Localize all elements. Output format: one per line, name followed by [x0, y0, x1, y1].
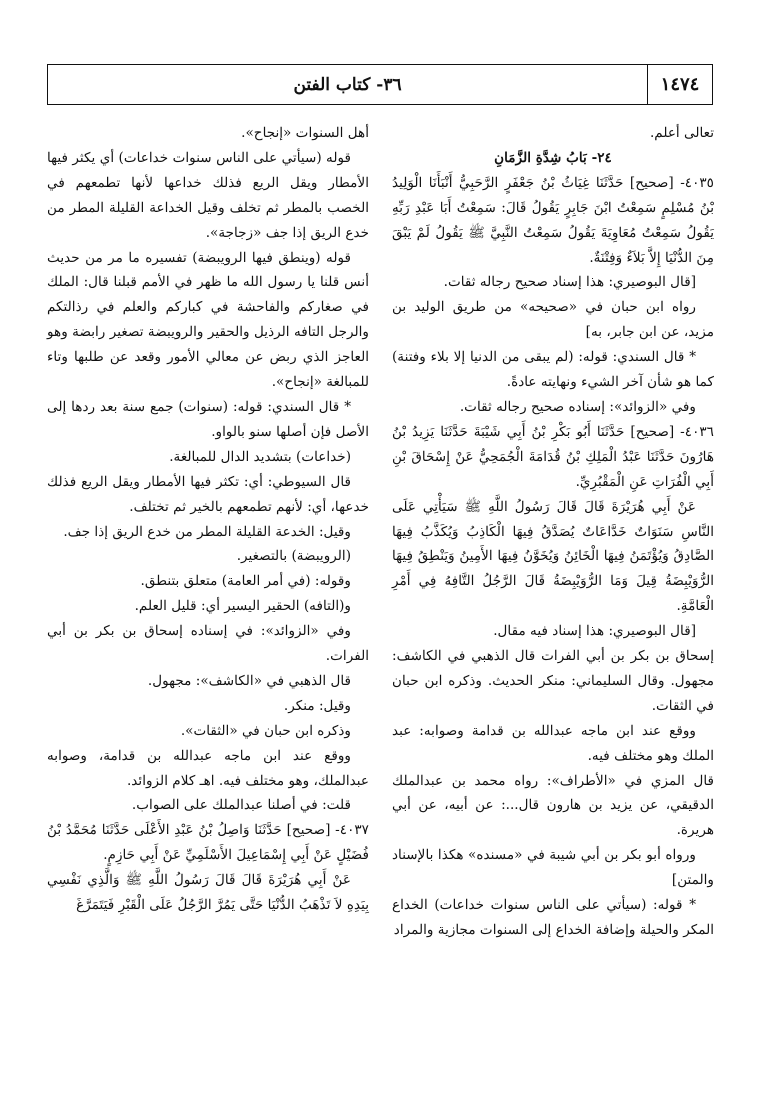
- paragraph: قلت: في أصلنا عبدالملك على الصواب.: [131, 797, 351, 814]
- paragraph: رواه ابن حبان في «صحيحه» من طريق الوليد بن مزيد، عن ابن جابر، به]: [392, 299, 714, 341]
- paragraph: وفي «الزوائد»: إسناده صحيح رجاله ثقات.: [459, 398, 696, 415]
- paragraph: (خداعات) بتشديد الدال للمبالغة.: [169, 448, 351, 465]
- paragraph: [قال البوصيري: هذا إسناد صحيح رجاله ثقات.: [443, 274, 696, 291]
- paragraph: قال السيوطي: أي: تكثر فيها الأمطار ويقل الريع فذلك خدعها، أي: لأنهم تطمعهم بالخير ثم تختلف.: [47, 473, 369, 515]
- paragraph: * قوله: (سيأتي على الناس سنوات خداعات) الخداع المكر والحيلة وإضافة الخداع إلى السنوات مجازية والمراد: [392, 897, 714, 938]
- paragraph: ووقع عند ابن ماجه عبدالله بن قدامة، وصوابه عبدالملك، وهو مختلف فيه. اهـ كلام الزوائد.: [47, 747, 369, 789]
- paragraph: وقوله: (في أمر العامة) متعلق بتنطق.: [140, 573, 351, 590]
- hadith-text: عَنْ أَبِي هُرَيْرَةَ قَالَ قَالَ رَسُولُ اللَّهِ ﷺ سَيَأْتِي عَلَى النَّاسِ سَنَوَاتٌ خَدَّاعَاتٌ يُصَدَّقُ فِيهَا الْكَاذِبُ وَيُكَذَّبُ فِيهَا الصَّادِقُ وَيُؤْتَمَنُ فِيهَا الْخَائِنُ وَيُخَوَّنُ فِيهَا الأَمِينُ وَيَنْطِقُ فِيهَا الرُّوَيْبِضَةُ قِيلَ وَمَا الرُّوَيْبِضَةُ قَالَ الرَّجُلُ التَّافِهُ فِي أَمْرِ الْعَامَّةِ.: [392, 498, 714, 615]
- paragraph: وذكره ابن حبان في «الثقات».: [180, 722, 351, 739]
- page-header: [47, 64, 713, 105]
- paragraph: أهل السنوات «إنجاح».: [241, 125, 369, 141]
- paragraph: [قال البوصيري: هذا إسناد فيه مقال.: [493, 623, 696, 640]
- right-column: [392, 121, 714, 943]
- paragraph: قوله (سيأتي على الناس سنوات خداعات) أي يكثر فيها الأمطار ويقل الريع فذلك خداعها لأنها تطمعهم في الخصب بالمطر ثم تخلف وقيل الخداعة القليلة المطر من خدع الريق إذا جف «زجاجة».: [47, 149, 369, 241]
- page-number: ١٤٧٤: [647, 65, 712, 104]
- paragraph: * قال السندي: قوله: (لم يبقى من الدنيا إلا بلاء وفتنة) كما هو شأن آخر الشيء ونهايته عادةً.: [392, 349, 714, 391]
- hadith-4037: ٤٠٣٧- [صحيح] حَدَّثَنَا وَاصِلُ بْنُ عَبْدِ الأَعْلَى حَدَّثَنَا مُحَمَّدُ بْنُ فُضَيْلٍ عَنْ أَبِي إِسْمَاعِيلَ الأَسْلَمِيِّ عَنْ أَبِي حَازِمٍ.: [47, 822, 369, 864]
- left-column: [47, 121, 369, 918]
- hadith-4035: ٤٠٣٥- [صحيح] حَدَّثَنَا غِيَاثُ بْنُ جَعْفَرٍ الرَّحَبِيُّ أَنْبَأَنَا الْوَلِيدُ بْنُ مُسْلِمٍ سَمِعْتُ ابْنَ جَابِرٍ يَقُولُ قَالَ: سَمِعْتُ أَبَا عَبْدِ رَبِّهِ يَقُولُ سَمِعْتُ مُعَاوِيَةَ يَقُولُ سَمِعْتُ النَّبِيَّ ﷺ يَقُولُ لَمْ يَبْقَ مِنَ الدُّنْيَا إِلاَّ بَلاَءٌ وَفِتْنَةٌ.: [392, 174, 714, 266]
- paragraph: ووقع عند ابن ماجه عبدالله بن قدامة وصوابه: عبد الملك وهو مختلف فيه.: [392, 722, 714, 764]
- paragraph: قوله (وينطق فيها الرويبضة) تفسيره ما مر من حديث أنس قلنا يا رسول الله ما ظهر في الأمم قبلنا قال: الملك في صغاركم والفاحشة في كباركم والعلم في رذالتكم والرجل التافه الرذيل والحقير والرويبضة تصغير رابضة وهو العاجز الذي ربض عن معالي الأمور وقعد عن طلبها وتاء للمبالغة «إنجاح».: [47, 249, 369, 391]
- paragraph: إسحاق بن بكر بن أبي الفرات قال الذهبي في الكاشف: مجهول. وقال السليماني: منكر الحديث. وذكره ابن حبان في الثقات.: [392, 648, 714, 714]
- paragraph: * قال السندي: قوله: (سنوات) جمع سنة بعد ردها إلى الأصل فإن أصلها سنو بالواو.: [47, 398, 369, 440]
- paragraph: قال المزي في «الأطراف»: رواه محمد بن عبدالملك الدقيقي، عن يزيد بن هارون قال...: عن أبيه، عن أبي هريرة.: [392, 772, 714, 839]
- hadith-4036: ٤٠٣٦- [صحيح] حَدَّثَنَا أَبُو بَكْرِ بْنُ أَبِي شَيْبَةَ حَدَّثَنَا يَزِيدُ بْنُ هَارُونَ حَدَّثَنَا عَبْدُ الْمَلِكِ بْنُ قُدَامَةَ الْجُمَحِيُّ عَنْ إِسْحَاقَ بْنِ أَبِي الْفُرَاتِ عَنِ الْمَقْبُرِيِّ.: [392, 423, 714, 490]
- paragraph: قال الذهبي في «الكاشف»: مجهول.: [147, 672, 351, 689]
- paragraph: وقيل: منكر.: [283, 697, 351, 714]
- paragraph: ورواه أبو بكر بن أبي شيبة في «مسنده» هكذا بالإسناد والمتن]: [392, 847, 714, 889]
- paragraph: و(التافه) الحقير اليسير أي: قليل العلم.: [134, 598, 351, 615]
- chapter-heading: ٢٤- بَابُ شِدَّةِ الزَّمَانِ: [494, 149, 612, 166]
- hadith-text: عَنْ أَبِي هُرَيْرَةَ قَالَ قَالَ رَسُولُ اللَّهِ ﷺ وَالَّذِي نَفْسِي بِيَدِهِ لاَ تَذْهَبُ الدُّنْيَا حَتَّى يَمُرَّ الرَّجُلُ عَلَى الْقَبْرِ فَيَتَمَرَّغَ: [47, 872, 369, 914]
- paragraph: تعالى أعلم.: [649, 125, 714, 141]
- paragraph: وفي «الزوائد»: في إسناده إسحاق بن بكر بن أبي الفرات.: [47, 623, 369, 665]
- chapter-title: ٣٦- كتاب الفتن: [293, 74, 402, 95]
- paragraph: (الرويبضة) بالتصغير.: [236, 548, 351, 565]
- paragraph: وقيل: الخدعة القليلة المطر من خدع الريق إذا جف.: [63, 523, 351, 540]
